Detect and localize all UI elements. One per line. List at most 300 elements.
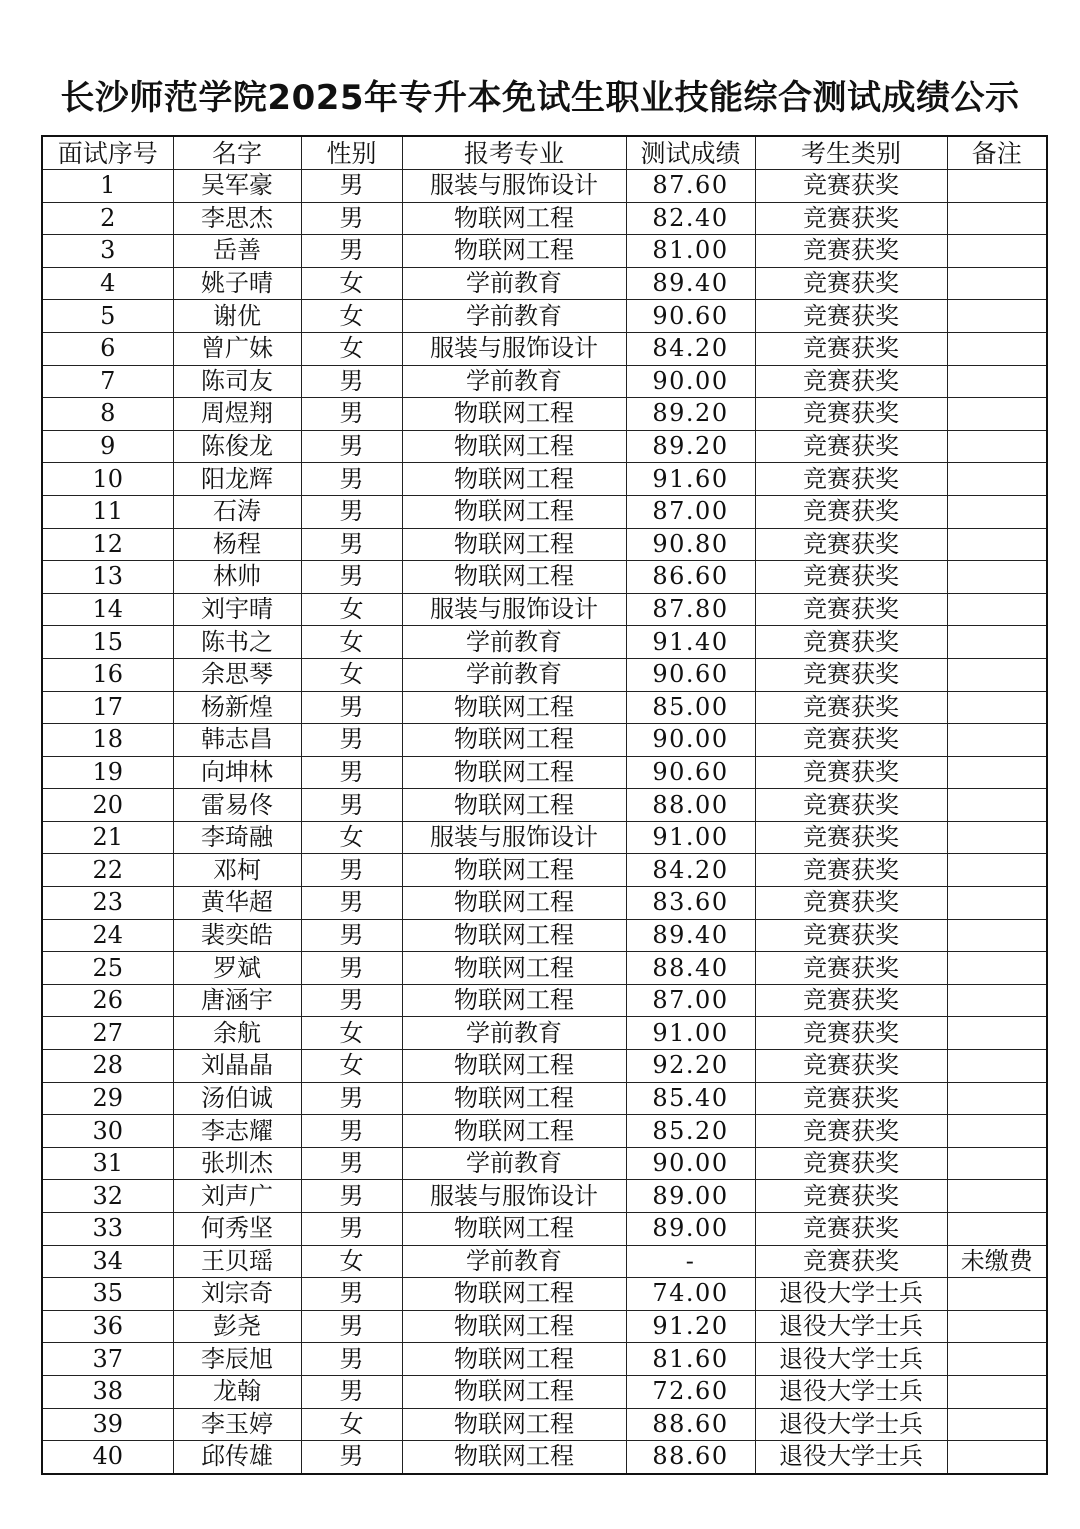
cell-score: 91.00 [626,1017,755,1050]
cell-gender: 男 [301,1441,402,1474]
cell-interview-number: 16 [42,658,173,691]
cell-remarks [947,1115,1047,1148]
header-candidate-type: 考生类别 [755,136,947,170]
cell-name: 彭尧 [173,1310,301,1343]
cell-remarks [947,984,1047,1017]
table-row [42,789,1047,822]
cell-name: 向坤林 [173,756,301,789]
cell-gender: 男 [301,202,402,235]
cell-score: 89.00 [626,1213,755,1246]
cell-score: 87.00 [626,495,755,528]
cell-name: 李玉婷 [173,1408,301,1441]
cell-candidate-type: 竞赛获奖 [755,756,947,789]
cell-remarks [947,235,1047,268]
cell-name: 何秀坚 [173,1213,301,1246]
cell-candidate-type: 竞赛获奖 [755,1213,947,1246]
cell-score: 91.60 [626,463,755,496]
cell-interview-number: 29 [42,1082,173,1115]
cell-major: 物联网工程 [402,854,626,887]
cell-score: 91.20 [626,1310,755,1343]
cell-interview-number: 31 [42,1147,173,1180]
page-title: 长沙师范学院2025年专升本免试生职业技能综合测试成绩公示 [60,78,1020,118]
cell-name: 王贝瑶 [173,1245,301,1278]
cell-gender: 女 [301,1245,402,1278]
cell-score: 90.60 [626,300,755,333]
cell-name: 唐涵宇 [173,984,301,1017]
cell-remarks [947,495,1047,528]
cell-name: 李琦融 [173,821,301,854]
cell-interview-number: 20 [42,789,173,822]
cell-candidate-type: 竞赛获奖 [755,300,947,333]
cell-score: 74.00 [626,1278,755,1311]
table-row [42,1115,1047,1148]
table-row [42,1310,1047,1343]
cell-interview-number: 37 [42,1343,173,1376]
cell-gender: 男 [301,854,402,887]
cell-major: 服装与服饰设计 [402,170,626,203]
cell-interview-number: 39 [42,1408,173,1441]
cell-score: 89.40 [626,919,755,952]
table-row [42,1213,1047,1246]
cell-remarks [947,1441,1047,1474]
cell-gender: 男 [301,365,402,398]
cell-candidate-type: 竞赛获奖 [755,1017,947,1050]
cell-remarks [947,1408,1047,1441]
cell-remarks [947,854,1047,887]
cell-candidate-type: 竞赛获奖 [755,495,947,528]
header-remarks: 备注 [947,136,1047,170]
table-row [42,854,1047,887]
cell-candidate-type: 竞赛获奖 [755,1147,947,1180]
cell-major: 物联网工程 [402,430,626,463]
table-header-row [42,136,1047,170]
table-row [42,1245,1047,1278]
cell-remarks [947,430,1047,463]
cell-interview-number: 26 [42,984,173,1017]
cell-gender: 男 [301,887,402,920]
cell-interview-number: 9 [42,430,173,463]
cell-candidate-type: 竞赛获奖 [755,919,947,952]
cell-major: 服装与服饰设计 [402,593,626,626]
cell-interview-number: 34 [42,1245,173,1278]
cell-major: 物联网工程 [402,1408,626,1441]
cell-score: 91.00 [626,821,755,854]
cell-score: 90.80 [626,528,755,561]
cell-name: 邱传雄 [173,1441,301,1474]
cell-name: 刘晶晶 [173,1050,301,1083]
cell-gender: 男 [301,756,402,789]
cell-candidate-type: 竞赛获奖 [755,561,947,594]
cell-major: 物联网工程 [402,1278,626,1311]
cell-score: 92.20 [626,1050,755,1083]
cell-interview-number: 1 [42,170,173,203]
cell-major: 物联网工程 [402,561,626,594]
cell-score: 89.20 [626,398,755,431]
cell-major: 学前教育 [402,267,626,300]
table-row [42,593,1047,626]
cell-major: 学前教育 [402,1017,626,1050]
cell-candidate-type: 竞赛获奖 [755,398,947,431]
cell-candidate-type: 竞赛获奖 [755,952,947,985]
cell-gender: 男 [301,724,402,757]
cell-candidate-type: 退役大学士兵 [755,1375,947,1408]
cell-gender: 男 [301,691,402,724]
cell-name: 周煜翔 [173,398,301,431]
cell-score: 81.60 [626,1343,755,1376]
cell-score: 90.60 [626,756,755,789]
cell-gender: 男 [301,1278,402,1311]
cell-gender: 男 [301,463,402,496]
cell-remarks: 未缴费 [947,1245,1047,1278]
cell-score: 87.80 [626,593,755,626]
cell-remarks [947,724,1047,757]
cell-name: 陈司友 [173,365,301,398]
cell-score: 85.00 [626,691,755,724]
cell-name: 李思杰 [173,202,301,235]
cell-name: 罗斌 [173,952,301,985]
cell-score: 82.40 [626,202,755,235]
cell-candidate-type: 退役大学士兵 [755,1310,947,1343]
cell-name: 杨新煌 [173,691,301,724]
header-name: 名字 [173,136,301,170]
cell-major: 学前教育 [402,626,626,659]
cell-interview-number: 3 [42,235,173,268]
cell-remarks [947,1180,1047,1213]
cell-major: 学前教育 [402,1147,626,1180]
cell-gender: 男 [301,1213,402,1246]
cell-gender: 男 [301,1375,402,1408]
cell-major: 物联网工程 [402,235,626,268]
cell-gender: 男 [301,1082,402,1115]
table-row [42,235,1047,268]
cell-name: 黄华超 [173,887,301,920]
cell-gender: 男 [301,1115,402,1148]
cell-name: 杨程 [173,528,301,561]
cell-interview-number: 30 [42,1115,173,1148]
cell-score: 88.40 [626,952,755,985]
cell-interview-number: 12 [42,528,173,561]
table-body [42,170,1047,1474]
cell-interview-number: 18 [42,724,173,757]
cell-name: 余航 [173,1017,301,1050]
cell-candidate-type: 竞赛获奖 [755,1115,947,1148]
cell-major: 物联网工程 [402,919,626,952]
cell-interview-number: 2 [42,202,173,235]
cell-interview-number: 24 [42,919,173,952]
cell-major: 物联网工程 [402,398,626,431]
cell-candidate-type: 竞赛获奖 [755,724,947,757]
cell-interview-number: 22 [42,854,173,887]
cell-interview-number: 27 [42,1017,173,1050]
table-row [42,1017,1047,1050]
cell-major: 物联网工程 [402,463,626,496]
cell-score: 89.20 [626,430,755,463]
cell-candidate-type: 竞赛获奖 [755,235,947,268]
cell-remarks [947,1343,1047,1376]
cell-gender: 男 [301,789,402,822]
cell-interview-number: 28 [42,1050,173,1083]
cell-interview-number: 40 [42,1441,173,1474]
cell-gender: 女 [301,267,402,300]
cell-score: 91.40 [626,626,755,659]
cell-remarks [947,1278,1047,1311]
cell-remarks [947,626,1047,659]
cell-major: 物联网工程 [402,202,626,235]
cell-score: 81.00 [626,235,755,268]
cell-candidate-type: 竞赛获奖 [755,528,947,561]
cell-name: 张圳杰 [173,1147,301,1180]
cell-score: 90.00 [626,1147,755,1180]
cell-remarks [947,561,1047,594]
cell-candidate-type: 竞赛获奖 [755,593,947,626]
cell-score: 89.00 [626,1180,755,1213]
cell-name: 刘声广 [173,1180,301,1213]
cell-name: 石涛 [173,495,301,528]
cell-score: 72.60 [626,1375,755,1408]
cell-name: 龙翰 [173,1375,301,1408]
cell-score: 90.00 [626,724,755,757]
cell-name: 邓柯 [173,854,301,887]
cell-name: 陈书之 [173,626,301,659]
table-row [42,724,1047,757]
cell-major: 物联网工程 [402,1310,626,1343]
cell-gender: 男 [301,561,402,594]
cell-gender: 男 [301,1343,402,1376]
cell-score: 89.40 [626,267,755,300]
cell-candidate-type: 竞赛获奖 [755,332,947,365]
cell-remarks [947,1213,1047,1246]
cell-name: 李志耀 [173,1115,301,1148]
cell-major: 物联网工程 [402,495,626,528]
table-row [42,300,1047,333]
cell-gender: 女 [301,593,402,626]
table-row [42,887,1047,920]
table-row [42,528,1047,561]
cell-interview-number: 11 [42,495,173,528]
cell-name: 裴奕皓 [173,919,301,952]
cell-remarks [947,1375,1047,1408]
cell-major: 服装与服饰设计 [402,821,626,854]
cell-major: 物联网工程 [402,1213,626,1246]
cell-interview-number: 6 [42,332,173,365]
cell-major: 服装与服饰设计 [402,1180,626,1213]
cell-name: 韩志昌 [173,724,301,757]
table-row [42,821,1047,854]
cell-major: 物联网工程 [402,756,626,789]
table-row [42,1082,1047,1115]
cell-score: 90.60 [626,658,755,691]
cell-gender: 男 [301,984,402,1017]
cell-remarks [947,1310,1047,1343]
cell-interview-number: 8 [42,398,173,431]
cell-major: 物联网工程 [402,789,626,822]
header-interview-number: 面试序号 [42,136,173,170]
cell-gender: 女 [301,1017,402,1050]
cell-gender: 女 [301,300,402,333]
cell-name: 曾广妹 [173,332,301,365]
cell-interview-number: 36 [42,1310,173,1343]
table-row [42,1343,1047,1376]
cell-name: 岳善 [173,235,301,268]
table-row [42,332,1047,365]
table-row [42,1180,1047,1213]
cell-interview-number: 13 [42,561,173,594]
cell-candidate-type: 退役大学士兵 [755,1343,947,1376]
cell-remarks [947,300,1047,333]
cell-gender: 男 [301,919,402,952]
cell-candidate-type: 竞赛获奖 [755,789,947,822]
table-row [42,1375,1047,1408]
cell-remarks [947,267,1047,300]
table-row [42,626,1047,659]
header-gender: 性别 [301,136,402,170]
cell-candidate-type: 竞赛获奖 [755,267,947,300]
cell-candidate-type: 竞赛获奖 [755,821,947,854]
cell-score: 87.00 [626,984,755,1017]
cell-name: 陈俊龙 [173,430,301,463]
cell-candidate-type: 竞赛获奖 [755,658,947,691]
cell-remarks [947,1050,1047,1083]
cell-major: 物联网工程 [402,528,626,561]
cell-gender: 女 [301,626,402,659]
cell-gender: 女 [301,1050,402,1083]
cell-candidate-type: 竞赛获奖 [755,626,947,659]
cell-gender: 女 [301,1408,402,1441]
cell-remarks [947,789,1047,822]
cell-interview-number: 5 [42,300,173,333]
cell-score: 84.20 [626,332,755,365]
cell-remarks [947,952,1047,985]
cell-score: - [626,1245,755,1278]
cell-candidate-type: 退役大学士兵 [755,1408,947,1441]
cell-gender: 男 [301,398,402,431]
cell-name: 林帅 [173,561,301,594]
table-row [42,658,1047,691]
cell-major: 物联网工程 [402,1343,626,1376]
cell-interview-number: 17 [42,691,173,724]
cell-name: 雷易佟 [173,789,301,822]
cell-major: 物联网工程 [402,1050,626,1083]
cell-name: 阳龙辉 [173,463,301,496]
cell-candidate-type: 竞赛获奖 [755,984,947,1017]
cell-interview-number: 35 [42,1278,173,1311]
cell-score: 83.60 [626,887,755,920]
cell-score: 88.60 [626,1441,755,1474]
cell-major: 物联网工程 [402,887,626,920]
cell-candidate-type: 竞赛获奖 [755,1180,947,1213]
cell-name: 谢优 [173,300,301,333]
table-row [42,398,1047,431]
cell-remarks [947,919,1047,952]
cell-candidate-type: 竞赛获奖 [755,170,947,203]
cell-interview-number: 15 [42,626,173,659]
cell-candidate-type: 竞赛获奖 [755,202,947,235]
cell-remarks [947,1017,1047,1050]
cell-major: 学前教育 [402,658,626,691]
cell-candidate-type: 竞赛获奖 [755,691,947,724]
table-row [42,267,1047,300]
cell-candidate-type: 竞赛获奖 [755,854,947,887]
results-table [41,135,1048,1475]
table-row [42,919,1047,952]
cell-interview-number: 10 [42,463,173,496]
cell-remarks [947,332,1047,365]
cell-candidate-type: 竞赛获奖 [755,1050,947,1083]
table-row [42,495,1047,528]
table-row [42,691,1047,724]
cell-remarks [947,528,1047,561]
cell-score: 87.60 [626,170,755,203]
cell-major: 物联网工程 [402,952,626,985]
cell-major: 物联网工程 [402,724,626,757]
cell-remarks [947,1147,1047,1180]
cell-remarks [947,821,1047,854]
cell-gender: 男 [301,952,402,985]
cell-score: 88.60 [626,1408,755,1441]
cell-interview-number: 7 [42,365,173,398]
cell-interview-number: 14 [42,593,173,626]
cell-gender: 女 [301,658,402,691]
cell-remarks [947,365,1047,398]
cell-candidate-type: 竞赛获奖 [755,887,947,920]
cell-major: 物联网工程 [402,1115,626,1148]
cell-gender: 男 [301,528,402,561]
cell-gender: 男 [301,170,402,203]
cell-candidate-type: 竞赛获奖 [755,463,947,496]
table-row [42,1050,1047,1083]
cell-score: 86.60 [626,561,755,594]
table-row [42,984,1047,1017]
cell-name: 吴军豪 [173,170,301,203]
cell-candidate-type: 竞赛获奖 [755,430,947,463]
cell-remarks [947,170,1047,203]
cell-gender: 女 [301,821,402,854]
table-row [42,1441,1047,1474]
cell-interview-number: 33 [42,1213,173,1246]
cell-remarks [947,756,1047,789]
cell-remarks [947,398,1047,431]
cell-candidate-type: 退役大学士兵 [755,1441,947,1474]
cell-major: 物联网工程 [402,691,626,724]
table-row [42,561,1047,594]
cell-interview-number: 4 [42,267,173,300]
cell-candidate-type: 竞赛获奖 [755,1245,947,1278]
cell-candidate-type: 竞赛获奖 [755,1082,947,1115]
cell-remarks [947,1082,1047,1115]
cell-remarks [947,593,1047,626]
table-row [42,1408,1047,1441]
cell-interview-number: 19 [42,756,173,789]
table-row [42,170,1047,203]
cell-score: 88.00 [626,789,755,822]
cell-gender: 男 [301,1310,402,1343]
cell-gender: 男 [301,1147,402,1180]
cell-interview-number: 25 [42,952,173,985]
cell-name: 姚子晴 [173,267,301,300]
cell-interview-number: 38 [42,1375,173,1408]
cell-candidate-type: 竞赛获奖 [755,365,947,398]
table-row [42,365,1047,398]
table-row [42,463,1047,496]
table-row [42,952,1047,985]
cell-name: 李辰旭 [173,1343,301,1376]
cell-interview-number: 21 [42,821,173,854]
cell-name: 刘宇晴 [173,593,301,626]
cell-remarks [947,463,1047,496]
cell-score: 85.40 [626,1082,755,1115]
cell-major: 物联网工程 [402,984,626,1017]
cell-major: 学前教育 [402,300,626,333]
